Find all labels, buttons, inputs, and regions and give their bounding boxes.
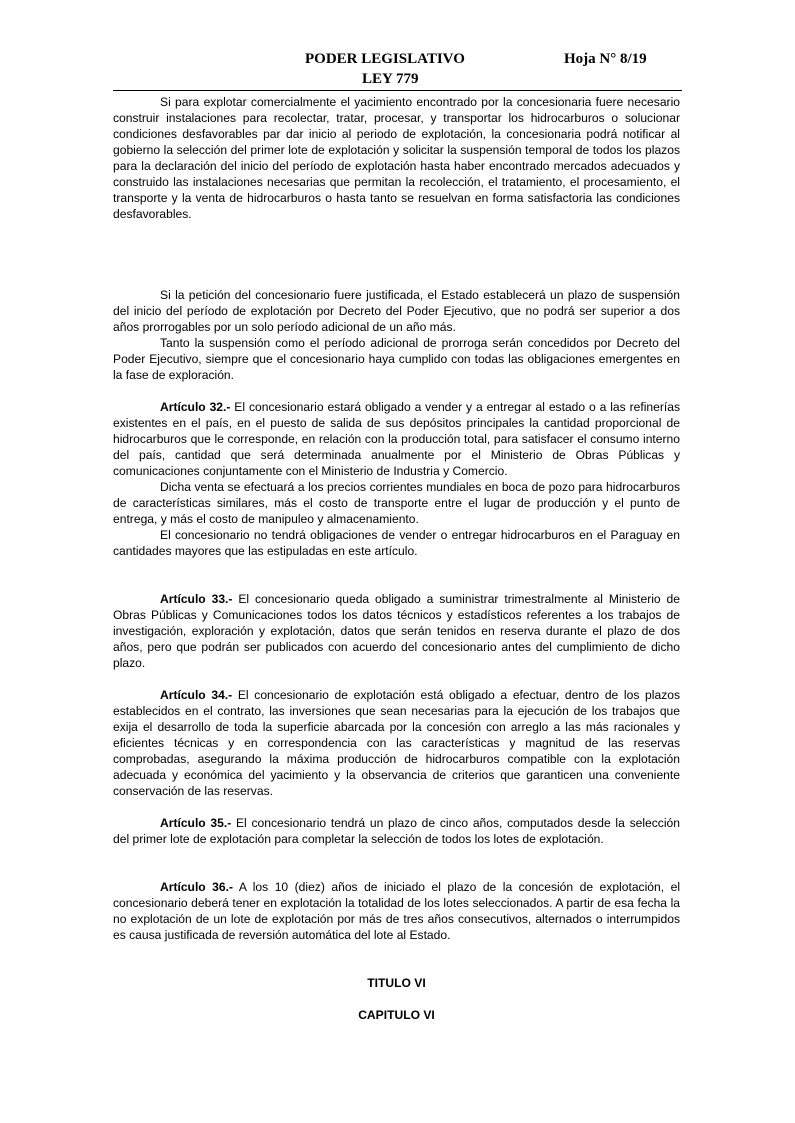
- header-legislature: PODER LEGISLATIVO: [305, 51, 465, 67]
- article-text: El concesionario tendrá un plazo de cinco años, computados desde la selección del primer lote de explotación para completar la selección de todos los lotes de explotación.: [113, 816, 680, 846]
- header-divider: [113, 90, 682, 91]
- article-32: [113, 399, 680, 559]
- paragraph-suspension-request: [113, 94, 680, 222]
- chapter-heading: CAPITULO VI: [358, 1008, 435, 1022]
- article-36: [113, 879, 680, 943]
- paragraph-text: Tanto la suspensión como el período adicional de prorroga serán concedidos por Decreto del Poder Ejecutivo, siempre que el concesionario haya cumplido con todas las obligaciones emergentes en la fase de exploración.: [113, 336, 680, 382]
- article-heading: Artículo 34.-: [160, 688, 233, 702]
- article-text: El concesionario de explotación está obligado a efectuar, dentro de los plazos establecidos en el contrato, las inversiones que sean necesarias para la ejecución de los trabajos que exija el desarrollo de toda la superficie abarcada por la concesión con arreglo a las más racionales y eficientes técnicas y en correspondencia con las características y magnitud de las reservas comprobadas, asegurando la máxima producción de hidrocarburos compatible con la explotación adecuada y económica del yacimiento y la observancia de criterios que garanticen una conveniente conservación de las reservas.: [113, 688, 681, 798]
- paragraph-suspension-period: [113, 287, 680, 383]
- article-35: [113, 815, 680, 847]
- article-heading: Artículo 32.-: [160, 400, 231, 414]
- paragraph-text: Dicha venta se efectuará a los precios corrientes mundiales en boca de pozo para hidrocarburos de características similares, más el costo de transporte entre el lugar de producción y el punto de entrega, y más el costo de manipuleo y almacenamiento.: [113, 480, 680, 526]
- article-heading: Artículo 35.-: [160, 816, 232, 830]
- header-law-number: LEY 779: [362, 71, 419, 87]
- article-heading: Artículo 36.-: [160, 880, 234, 894]
- title-heading: TITULO VI: [367, 976, 426, 990]
- article-34: [113, 687, 680, 799]
- article-heading: Artículo 33.-: [160, 592, 233, 606]
- article-33: [113, 591, 680, 671]
- paragraph-text: Si la petición del concesionario fuere justificada, el Estado establecerá un plazo de suspensión del inicio del período de explotación por Decreto del Poder Ejecutivo, que no podrá ser superior a dos años prorrogables por un solo período adicional de un año más.: [113, 288, 680, 334]
- article-text: El concesionario queda obligado a suministrar trimestralmente al Ministerio de Obras Públicas y Comunicaciones todos los datos técnicos y estadísticos referentes a los trabajos de investigación, exploración y explotación, datos que serán tenidos en reserva durante el plazo de dos años, pero que podrán ser publicados con acuerdo del concesionario antes del cumplimiento de dicho plazo.: [113, 592, 680, 670]
- header-sheet-number: Hoja N° 8/19: [564, 51, 647, 67]
- article-text: El concesionario estará obligado a vender y a entregar al estado o a las refinerías existentes en el país, en el puesto de salida de sus depósitos principales la cantidad proporcional de hidrocarburos que le corresponde, en relación con la producción total, para satisfacer el consumo interno del país, cantidad que será determinada anualmente por el Ministerio de Obras Públicas y comunicaciones conjuntamente con el Ministerio de Industria y Comercio.: [113, 400, 680, 478]
- paragraph-text: Si para explotar comercialmente el yacimiento encontrado por la concesionaria fuere necesario construir instalaciones para recolectar, tratar, procesar, y transportar los hidrocarburos o solucionar condiciones desfavorables par dar inicio al periodo de explotación, la concesionaria podrá notificar al gobierno la selección del primer lote de explotación y solicitar la suspensión temporal de todos los plazos para la declaración del inicio del período de explotación hasta haber encontrado mercados adecuados y construido las instalaciones necesarias que permitan la recolección, el tratamiento, el procesamiento, el transporte y la venta de hidrocarburos o hasta tanto se resuelvan en forma satisfactoria las condiciones desfavorables.: [113, 95, 680, 221]
- article-text: A los 10 (diez) años de iniciado el plazo de la concesión de explotación, el concesionario deberá tener en explotación la totalidad de los lotes seleccionados. A partir de esa fecha la no explotación de un lote de explotación por más de tres años consecutivos, alternados o interrumpidos es causa justificada de reversión automática del lote al Estado.: [113, 880, 681, 942]
- paragraph-text: El concesionario no tendrá obligaciones de vender o entregar hidrocarburos en el Paraguay en cantidades mayores que las estipuladas en este artículo.: [113, 528, 680, 558]
